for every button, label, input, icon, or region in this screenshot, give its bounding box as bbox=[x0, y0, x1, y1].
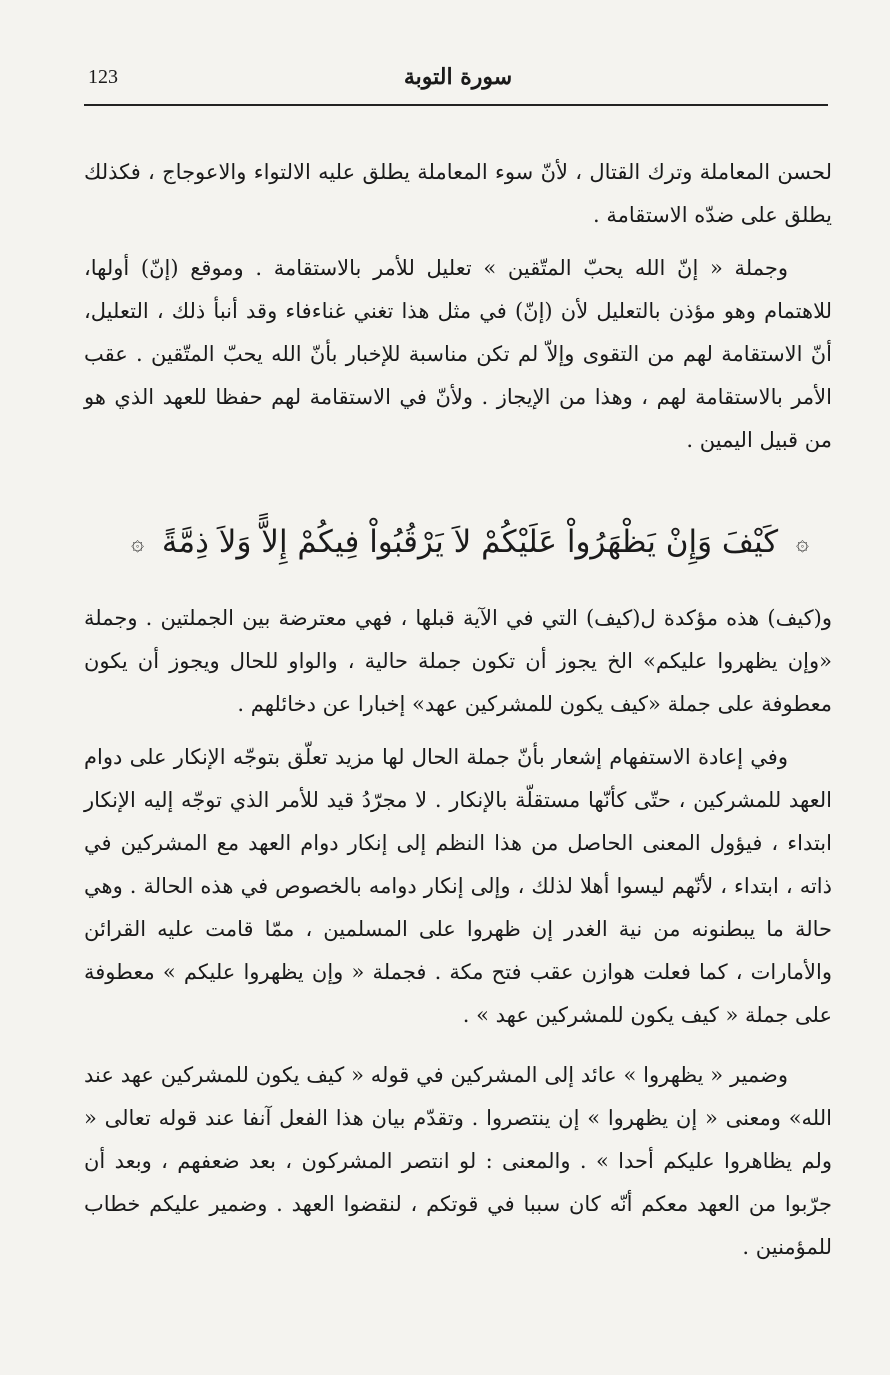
running-title: سورة التوبة bbox=[403, 64, 513, 90]
quranic-verse bbox=[120, 512, 820, 572]
paragraph-4 bbox=[84, 736, 832, 1037]
verse-ornament-right-icon: ۞ bbox=[795, 530, 809, 556]
paragraph-5 bbox=[84, 1054, 832, 1269]
paragraph-text: وضمير « يظهروا » عائد إلى المشركين في قوله « كيف يكون للمشركين عهد عند الله» ومعنى « إن يظهروا » إن ينتصروا . وتقدّم بيان هذا الفعل آنفا عند قوله تعالى « ولم يظاهروا عليكم أحدا » . والمعنى : لو انتصر المشركون ، بعد ضعفهم ، وبعد أن جرّبوا من العهد معكم أنّه كان سببا في قوتكم ، لنقضوا العهد . وضمير عليكم خطاب للمؤمنين . bbox=[84, 1063, 832, 1259]
verse-ornament-left-icon: ۞ bbox=[131, 530, 145, 556]
paragraph-text: وفي إعادة الاستفهام إشعار بأنّ جملة الحال لها مزيد تعلّق بتوجّه الإنكار على دوام العهد للمشركين ، حتّى كأنّها مستقلّة بالإنكار . لا مجرّدُ قيد للأمر الذي توجّه إليه الإنكار ابتداء ، فيؤول المعنى الحاصل من هذا النظم إلى إنكار دوام العهد مع المشركين في ذاته ، ابتداء ، لأنّهم ليسوا أهلا لذلك ، وإلى إنكار دوامه بالخصوص في هذه الحالة . وهي حالة ما يبطنونه من نية الغدر إن ظهروا على المسلمين ، ممّا قامت عليه القرائن والأمارات ، كما فعلت هوازن عقب فتح مكة . فجملة « وإن يظهروا عليكم » معطوفة على جملة « كيف يكون للمشركين عهد » . bbox=[84, 745, 832, 1027]
header-rule bbox=[84, 104, 828, 106]
paragraph-1 bbox=[84, 151, 832, 237]
paragraph-text: و(كيف) هذه مؤكدة ل(كيف) التي في الآية قبلها ، فهي معترضة بين الجملتين . وجملة «وإن يظهروا عليكم» الخ يجوز أن تكون جملة حالية ، والواو للحال ويجوز أن يكون معطوفة على جملة «كيف يكون للمشركين عهد» إخبارا عن دخائلهم . bbox=[84, 606, 832, 716]
paragraph-2 bbox=[84, 247, 832, 462]
paragraph-text: لحسن المعاملة وترك القتال ، لأنّ سوء المعاملة يطلق عليه الالتواء والاعوجاج ، فكذلك يطلق على ضدّه الاستقامة . bbox=[84, 160, 833, 227]
paragraph-3 bbox=[84, 597, 832, 726]
paragraph-text: وجملة « إنّ الله يحبّ المتّقين » تعليل للأمر بالاستقامة . وموقع (إنّ) أولها، للاهتمام وهو مؤذن بالتعليل لأن (إنّ) في مثل هذا تغني غناءفاء وقد أنبأ ذلك ، التعليل، أنّ الاستقامة لهم من التقوى وإلاّ لم تكن مناسبة للإخبار بأنّ الله يحبّ المتّقين . عقب الأمر بالاستقامة لهم ، وهذا من الإيجاز . ولأنّ في الاستقامة لهم حفظا للعهد الذي هو من قبيل اليمين . bbox=[84, 256, 832, 452]
page-number: 123 bbox=[88, 66, 118, 88]
page-header bbox=[88, 60, 828, 104]
verse-text: كَيْفَ وَإِنْ يَظْهَرُواْ عَلَيْكُمْ لاَ يَرْقُبُواْ فِيكُمْ إِلاًّ وَلاَ ذِمَّةً bbox=[161, 524, 779, 560]
